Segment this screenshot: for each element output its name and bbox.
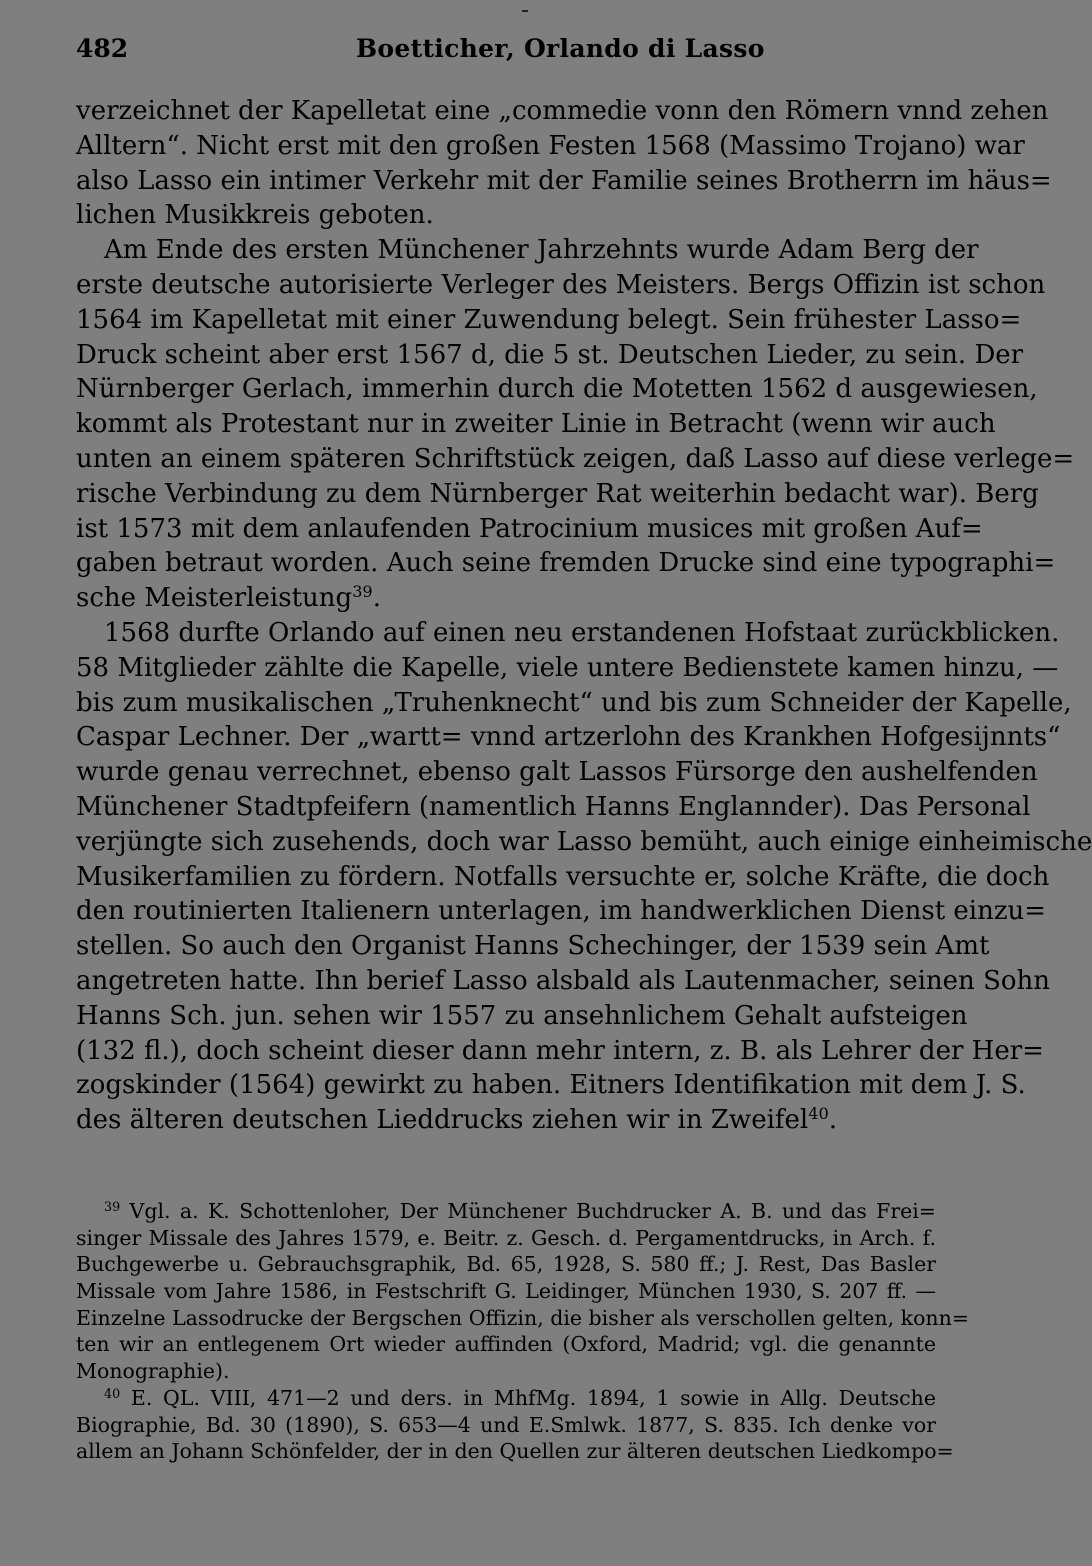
body-line-with-note-ref: [76, 581, 936, 616]
footnotes: [76, 1198, 970, 1465]
body-line: 58 Mitglieder zählte die Kapelle, viele untere Bedienstete kamen hinzu, —: [76, 652, 1059, 683]
body-line: rische Verbindung zu dem Nürnberger Rat weiterhin bedacht war). Berg: [76, 478, 1039, 509]
body-line: zogskinder (1564) gewirkt zu haben. Eitners Identifikation mit dem J. S.: [76, 1070, 1026, 1101]
body-line: den routinierten Italienern unterlagen, im handwerklichen Dienst einzu=: [76, 896, 1047, 927]
body-line: stellen. So auch den Organist Hanns Schechinger, der 1539 sein Amt: [76, 931, 990, 962]
body-line: verzeichnet der Kapelletat eine „commedie vonn den Römern vnnd zehen: [76, 96, 1049, 126]
footnote-line-text: E. QL. VIII, 471—2 und ders. in MhfMg. 1894, 1 sowie in Allg. Deutsche: [130, 1385, 936, 1410]
body-line: wurde genau verrechnet, ebenso galt Lassos Fürsorge den aushelfenden: [76, 757, 1038, 788]
footnote-39-mark: 39: [104, 1199, 121, 1215]
footnote-39-line: ten wir an entlegenem Ort wieder auffinden (Oxford, Madrid; vgl. die genannte: [76, 1332, 936, 1357]
footnote-40-line: [76, 1385, 936, 1412]
body-line: 1568 durfte Orlando auf einen neu erstandenen Hofstaat zurückblicken.: [104, 617, 1060, 648]
body-line: unten an einem späteren Schriftstück zeigen, daß Lasso auf diese verlege=: [76, 443, 1075, 474]
line-end-punct: .: [828, 1105, 837, 1136]
body-line: Hanns Sch. jun. sehen wir 1557 zu ansehnlichem Gehalt aufsteigen: [76, 1000, 968, 1031]
running-head: Boetticher, Orlando di Lasso: [356, 34, 765, 63]
body-line: Caspar Lechner. Der „wartt= vnnd artzerlohn des Krankhen Hofgesijnnts“: [76, 722, 1061, 753]
body-line: Musikerfamilien zu fördern. Notfalls versuchte er, solche Kräfte, die doch: [76, 861, 1050, 892]
footnote-39-line: Missale vom Jahre 1586, in Festschrift G. Leidinger, München 1930, S. 207 ff. —: [76, 1279, 936, 1304]
body-line: ist 1573 mit dem anlaufenden Patrocinium musices mit großen Auf=: [76, 513, 983, 544]
body-line: Am Ende des ersten Münchener Jahrzehnts wurde Adam Berg der: [104, 235, 979, 266]
body-line: Alltern“. Nicht erst mit den großen Festen 1568 (Massimo Trojano) war: [76, 130, 1025, 161]
body-line: Druck scheint aber erst 1567 d, die 5 st. Deutschen Lieder, zu sein. Der: [76, 339, 1024, 370]
body-line: erste deutsche autorisierte Verleger des Meisters. Bergs Offizin ist schon: [76, 269, 1046, 300]
line-text: des älteren deutschen Lieddrucks ziehen wir in Zweifel: [76, 1105, 809, 1136]
body-line: lichen Musikkreis geboten.: [76, 200, 434, 231]
body-line: (132 fl.), doch scheint dieser dann mehr intern, z. B. als Lehrer der Her=: [76, 1035, 1044, 1066]
footnote-40-line: allem an Johann Schönfelder, der in den Quellen zur älteren deutschen Liedkompo=: [76, 1439, 954, 1464]
body-line: angetreten hatte. Ihn berief Lasso alsbald als Lautenmacher, seinen Sohn: [76, 965, 1051, 996]
body-line: kommt als Protestant nur in zweiter Linie in Betracht (wenn wir auch: [76, 409, 996, 440]
footnote-39-line: Monographie).: [76, 1359, 230, 1384]
page-number: 482: [76, 34, 129, 63]
body-text: [76, 94, 1092, 1138]
footnote-ref-39[interactable]: 39: [352, 582, 373, 602]
footnote-40-mark: 40: [104, 1385, 121, 1401]
page-header: [76, 34, 936, 68]
scan-speck: [522, 10, 528, 12]
body-line: Nürnberger Gerlach, immerhin durch die Motetten 1562 d ausgewiesen,: [76, 374, 1038, 405]
body-line: bis zum musikalischen „Truhenknecht“ und bis zum Schneider der Kapelle,: [76, 687, 1072, 718]
footnote-line-text: Vgl. a. K. Schottenloher, Der Münchener Buchdrucker A. B. und das Frei=: [129, 1199, 936, 1223]
footnote-39-line: singer Missale des Jahres 1579, e. Beitr. z. Gesch. d. Pergamentdrucks, in Arch. f.: [76, 1225, 936, 1250]
body-line: also Lasso ein intimer Verkehr mit der Familie seines Brotherrn im häus=: [76, 165, 1052, 196]
footnote-39-line: Einzelne Lassodrucke der Bergschen Offizin, die bisher als verschollen gelten, konn=: [76, 1305, 970, 1330]
footnote-39-line: [76, 1198, 936, 1225]
body-line-with-note-ref: [76, 1103, 936, 1138]
footnote-40-line: Biographie, Bd. 30 (1890), S. 653—4 und E.Smlwk. 1877, S. 835. Ich denke vor: [76, 1412, 936, 1437]
footnote-39-line: Buchgewerbe u. Gebrauchsgraphik, Bd. 65, 1928, S. 580 ff.; J. Rest, Das Basler: [76, 1252, 936, 1277]
line-end-punct: .: [372, 583, 381, 614]
body-line: gaben betraut worden. Auch seine fremden Drucke sind eine typographi=: [76, 548, 1056, 579]
footnote-ref-40[interactable]: 40: [808, 1104, 829, 1124]
line-text: sche Meisterleistung: [76, 583, 353, 614]
body-line: Münchener Stadtpfeifern (namentlich Hanns Englannder). Das Personal: [76, 791, 1031, 822]
body-line: verjüngte sich zusehends, doch war Lasso bemüht, auch einige einheimische: [76, 826, 1092, 857]
body-line: 1564 im Kapelletat mit einer Zuwendung belegt. Sein frühester Lasso=: [76, 304, 1022, 335]
